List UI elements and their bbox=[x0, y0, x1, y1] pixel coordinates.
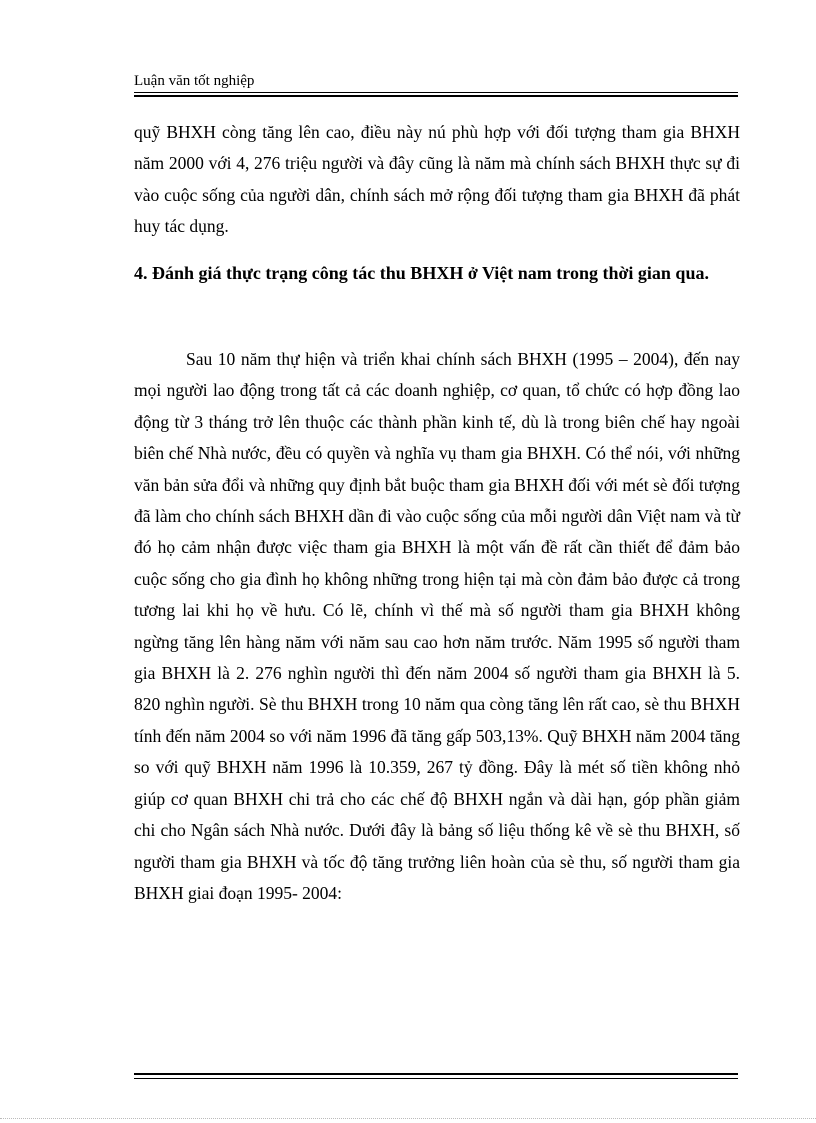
section-heading: 4. Đánh giá thực trạng công tác thu BHXH ở Việt nam trong thời gian qua. bbox=[134, 263, 709, 283]
paragraph-body: Sau 10 năm thự hiện và triển khai chính sách BHXH (1995 – 2004), đến nay mọi người lao động trong tất cả các doanh nghiệp, cơ quan, tổ chức có hợp đồng lao động từ 3 tháng trở lên thuộc các thành phần kinh tế, dù là trong biên chế hay ngoài biên chế Nhà nước, đều có quyền và nghĩa vụ tham gia BHXH. Có thể nói, với những văn bản sửa đổi và những quy định bắt buộc tham gia BHXH đối với mét sè đối tượng đã làm cho chính sách BHXH dần đi vào cuộc sống của mỗi người dân Việt nam và từ đó họ cảm nhận được việc tham gia BHXH là một vấn đề rất cần thiết để đảm bảo cuộc sống cho gia đình họ không những trong hiện tại mà còn đảm bảo được cả trong tương lai khi họ về hưu. Có lẽ, chính vì thế mà số người tham gia BHXH không ngừng tăng lên hàng năm với năm sau cao hơn năm trước. Năm 1995 số người tham gia BHXH là 2. 276 nghìn người thì đến năm 2004 số người tham gia BHXH là 5. 820 nghìn người. Sè thu BHXH trong 10 năm qua còng tăng lên rất cao, sè thu BHXH tính đến năm 2004 so với năm 1996 đã tăng gấp 503,13%. Quỹ BHXH năm 2004 tăng so với quỹ BHXH năm 1996 là 10.359, 267 tỷ đồng. Đây là mét số tiền không nhỏ giúp cơ quan BHXH chi trả cho các chế độ BHXH ngắn và dài hạn, góp phần giảm chi cho Ngân sách Nhà nước. Dưới đây là bảng số liệu thống kê về sè thu BHXH, số người tham gia BHXH và tốc độ tăng trưởng liên hoàn của sè thu, số người tham gia BHXH giai đoạn 1995- 2004: bbox=[134, 349, 740, 903]
page-header-title: Luận văn tốt nghiệp bbox=[134, 73, 255, 89]
page-break-line bbox=[0, 1118, 816, 1119]
footer-rule-thin bbox=[134, 1078, 738, 1079]
footer-rule-thick bbox=[134, 1073, 738, 1075]
header-rule-thick bbox=[134, 95, 738, 97]
header-rule-thin bbox=[134, 92, 738, 93]
paragraph-intro: quỹ BHXH còng tăng lên cao, điều này nú phù hợp với đối tượng tham gia BHXH năm 2000 với 4, 276 triệu người và đây cũng là năm mà chính sách BHXH thực sự đi vào cuộc sống của người dân, chính sách mở rộng đối tượng tham gia BHXH đã phát huy tác dụng. bbox=[134, 122, 740, 237]
